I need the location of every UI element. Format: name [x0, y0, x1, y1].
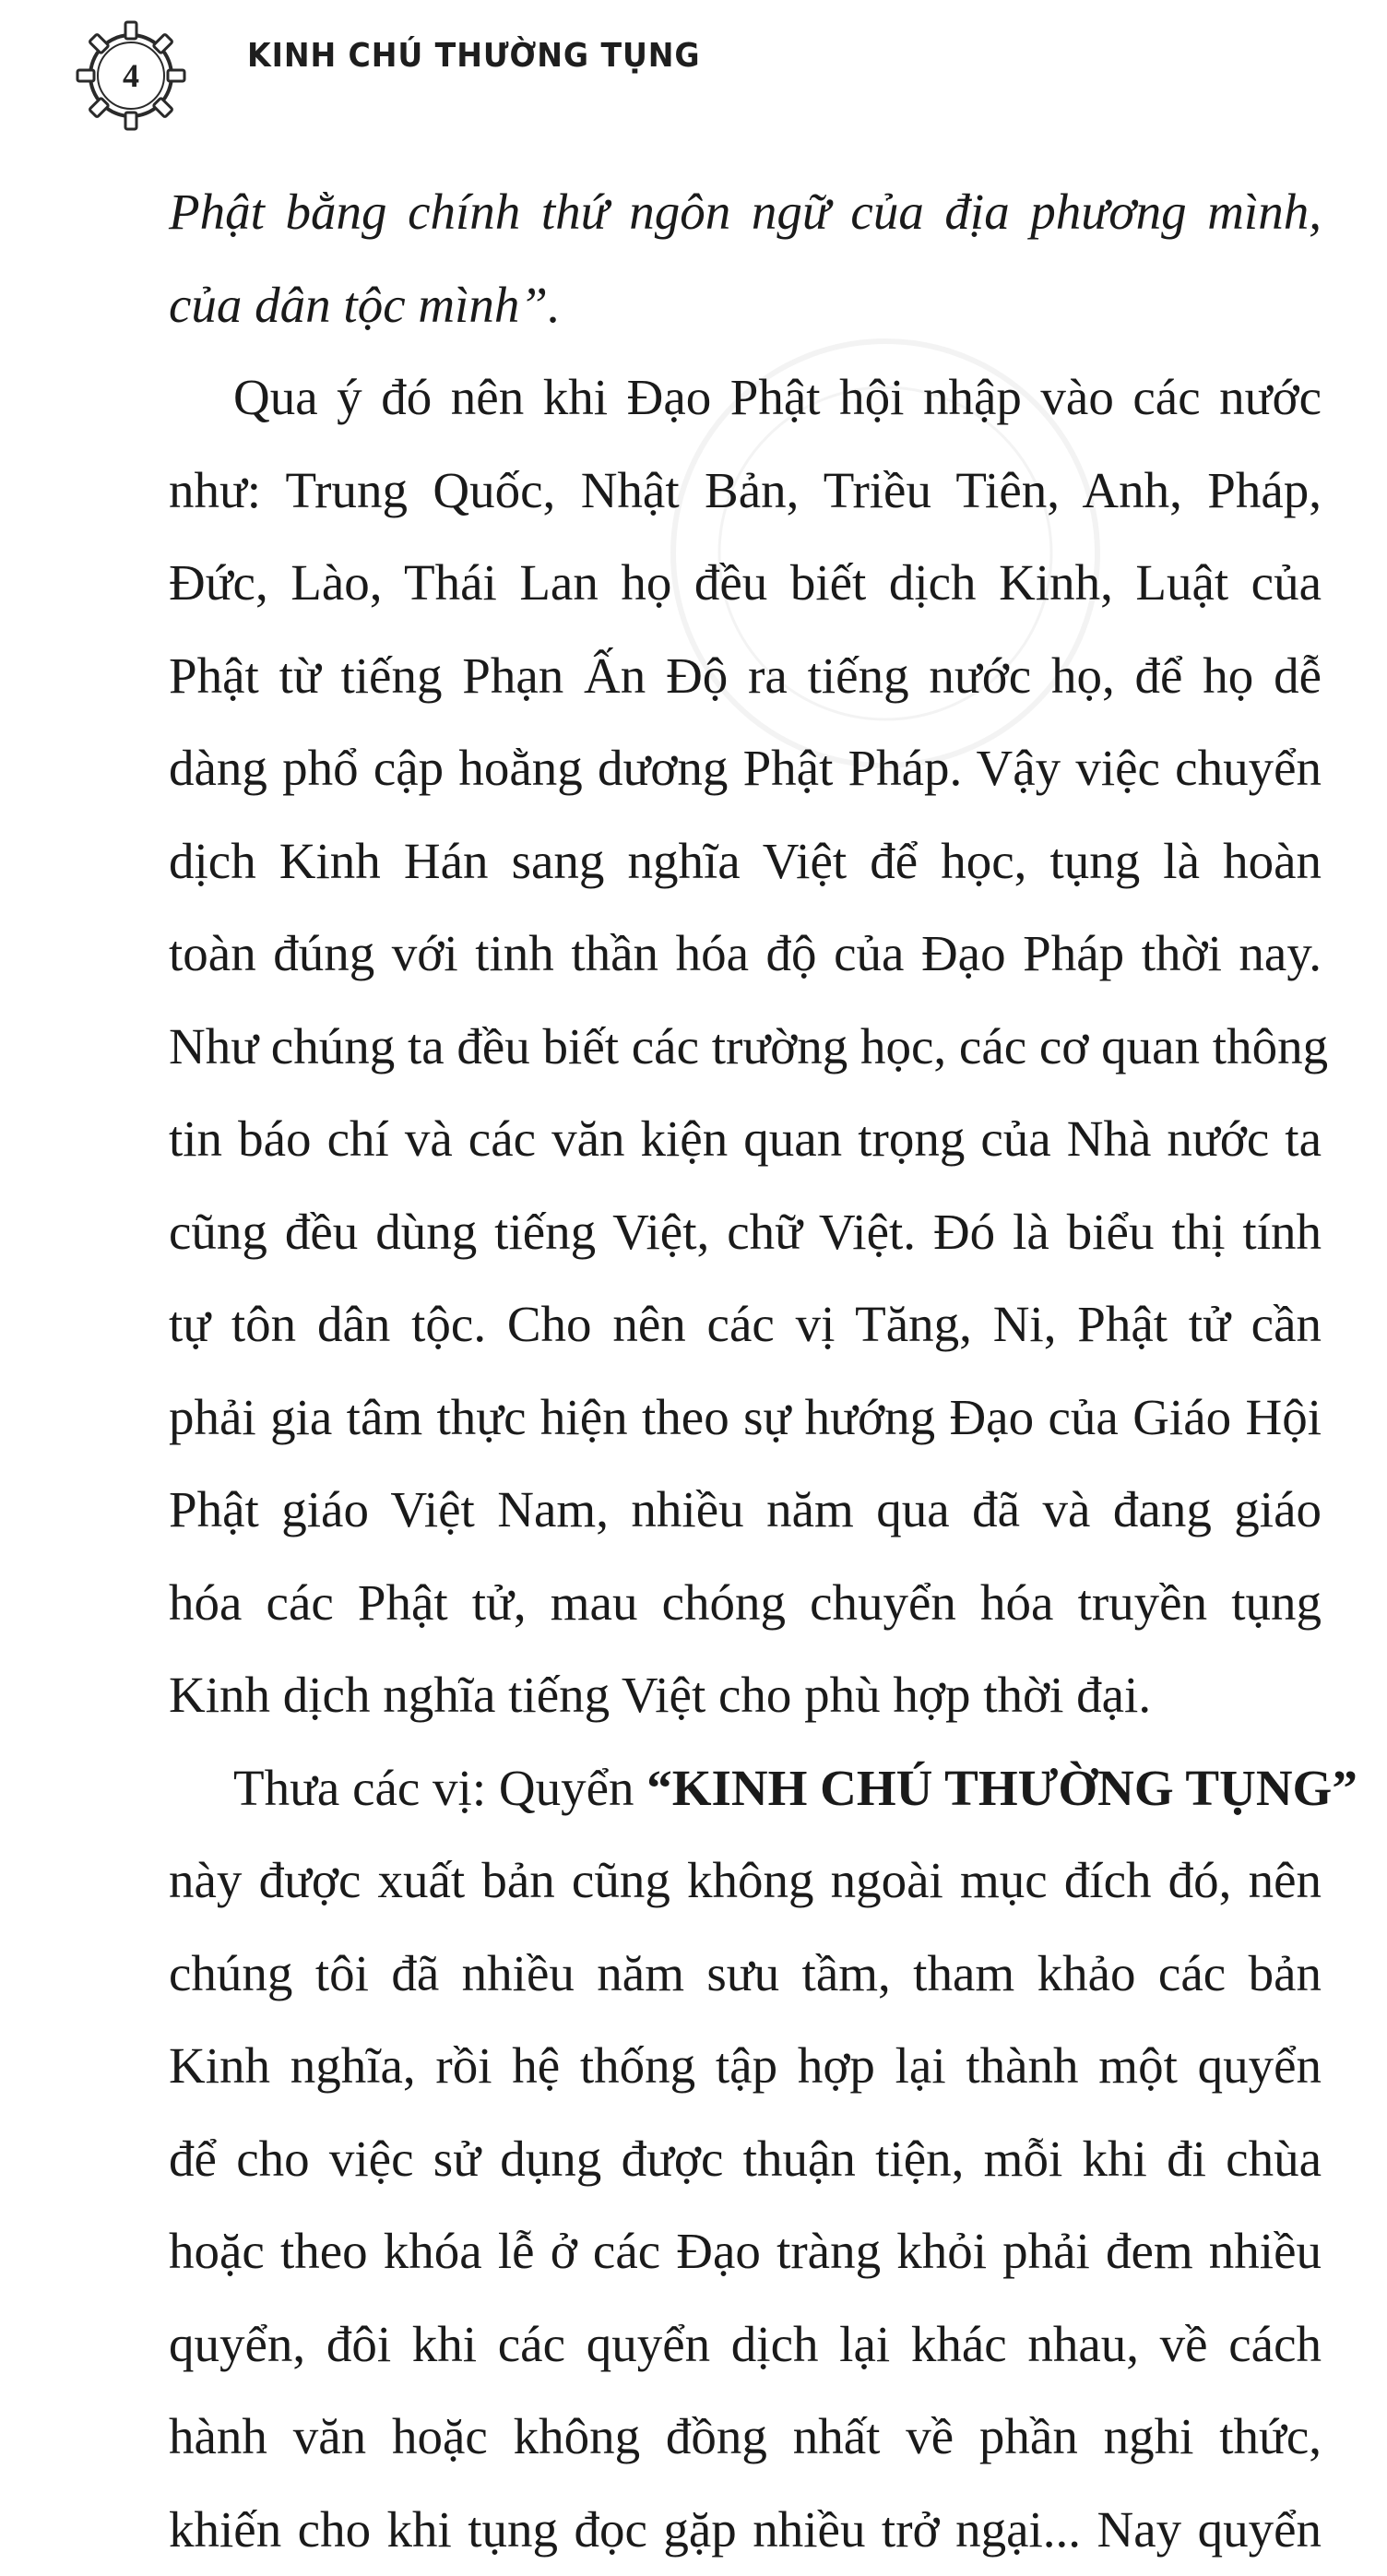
text-line: Phật từ tiếng Phạn Ấn Độ ra tiếng nước họ, để họ dễ	[169, 630, 1322, 723]
text-line: để cho việc sử dụng được thuận tiện, mỗi khi đi chùa	[169, 2113, 1322, 2206]
text-line: Như chúng ta đều biết các trường học, các cơ quan thông	[169, 1001, 1322, 1094]
text-line: chúng tôi đã nhiều năm sưu tầm, tham khảo các bản	[169, 1928, 1322, 2021]
text-line: cũng đều dùng tiếng Việt, chữ Việt. Đó là biểu thị tính	[169, 1186, 1322, 1279]
text-line: Đức, Lào, Thái Lan họ đều biết dịch Kinh, Luật của	[169, 537, 1322, 630]
text-line: Phật giáo Việt Nam, nhiều năm qua đã và đang giáo	[169, 1464, 1322, 1557]
text-line: dịch Kinh Hán sang nghĩa Việt để học, tụng là hoàn	[169, 815, 1322, 908]
text-line: quyển, đôi khi các quyển dịch lại khác nhau, về cách	[169, 2298, 1322, 2392]
text-line: tự tôn dân tộc. Cho nên các vị Tăng, Ni, Phật tử cần	[169, 1278, 1322, 1371]
text-line: hóa các Phật tử, mau chóng chuyển hóa truyền tụng	[169, 1557, 1322, 1650]
text-line: tin báo chí và các văn kiện quan trọng của Nhà nước ta	[169, 1093, 1322, 1186]
text-line: toàn đúng với tinh thần hóa độ của Đạo Pháp thời nay.	[169, 908, 1322, 1001]
text-line: khiến cho khi tụng đọc gặp nhiều trở ngại... Nay quyển	[169, 2484, 1322, 2576]
text-line: dàng phổ cập hoằng dương Phật Pháp. Vậy việc chuyển	[169, 722, 1322, 815]
page-number: 4	[72, 17, 190, 135]
text-line: này được xuất bản cũng không ngoài mục đích đó, nên	[169, 1834, 1322, 1928]
running-title: KINH CHÚ THƯỜNG TỤNG	[247, 37, 701, 75]
text-line: Qua ý đó nên khi Đạo Phật hội nhập vào các nước	[169, 351, 1322, 445]
text-line: Kinh nghĩa, rồi hệ thống tập hợp lại thành một quyển	[169, 2020, 1322, 2113]
body-text	[169, 166, 1322, 2576]
text-line: hành văn hoặc không đồng nhất về phần nghi thức,	[169, 2391, 1322, 2484]
text-line: hoặc theo khóa lễ ở các Đạo tràng khỏi phải đem nhiều	[169, 2205, 1322, 2298]
text-line	[169, 1742, 1322, 1835]
page-header	[0, 0, 1387, 138]
text-line: của dân tộc mình”.	[169, 259, 1322, 352]
text-line: phải gia tâm thực hiện theo sự hướng Đạo của Giáo Hội	[169, 1371, 1322, 1465]
text-run: Thưa các vị: Quyển	[233, 1760, 646, 1816]
text-line: Kinh dịch nghĩa tiếng Việt cho phù hợp thời đại.	[169, 1649, 1322, 1742]
text-line: Phật bằng chính thứ ngôn ngữ của địa phương mình,	[169, 166, 1322, 259]
text-line: như: Trung Quốc, Nhật Bản, Triều Tiên, Anh, Pháp,	[169, 445, 1322, 538]
book-title-bold: “KINH CHÚ THƯỜNG TỤNG”	[646, 1760, 1357, 1816]
